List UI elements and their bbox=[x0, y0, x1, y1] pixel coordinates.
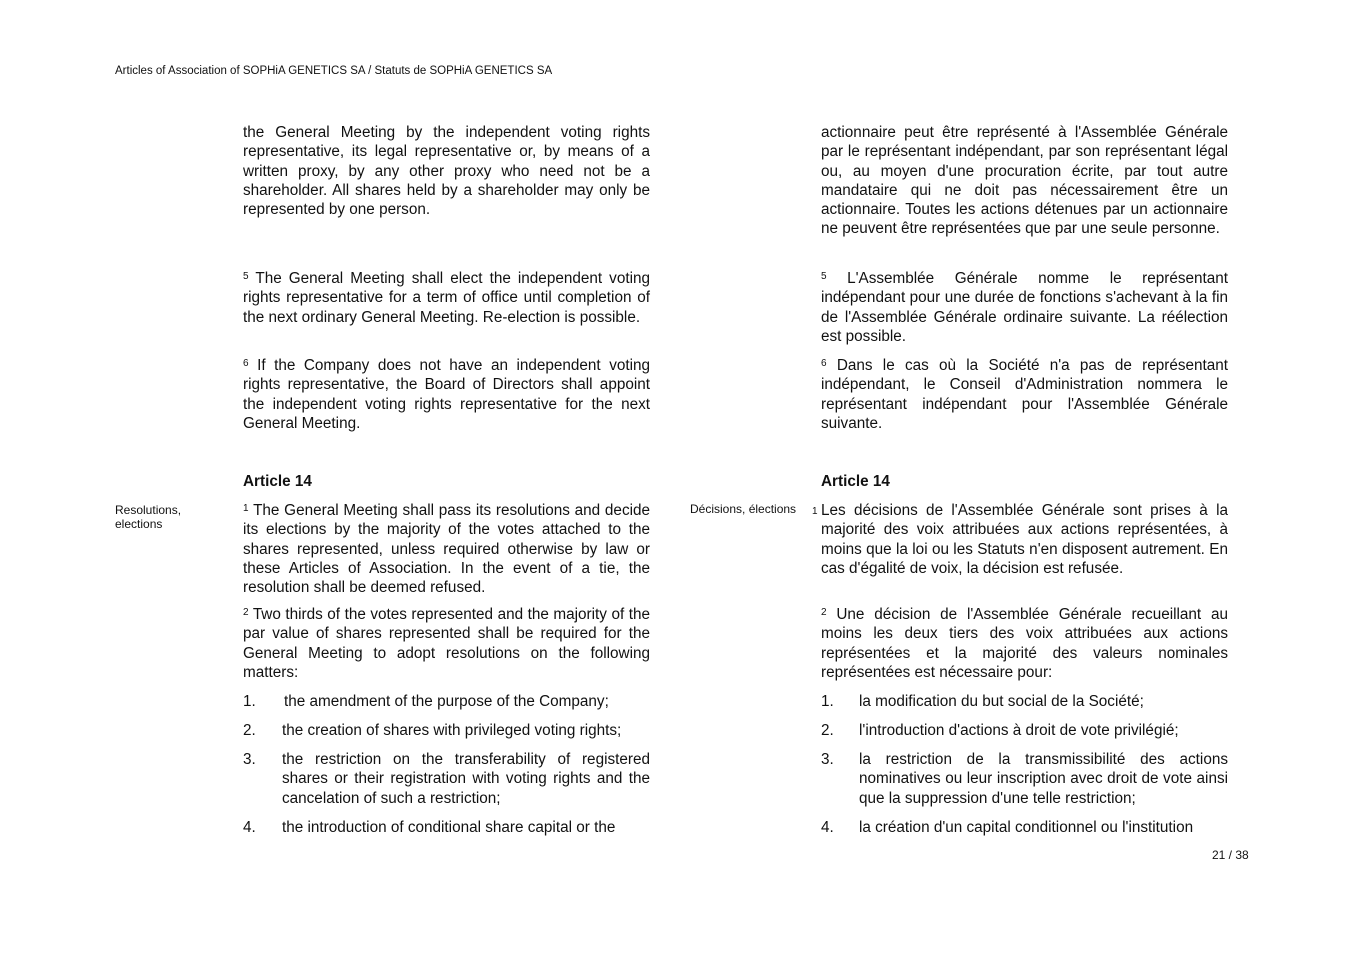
paragraph-text: The General Meeting shall elect the independent voting rights representative for a term of office until completion of the next ordinary General Meeting. Re-election is possible. bbox=[243, 270, 650, 326]
left-list-item bbox=[243, 692, 650, 711]
right-article-heading: Article 14 bbox=[821, 473, 890, 490]
paragraph-number: 1 bbox=[812, 506, 818, 517]
left-list-item bbox=[243, 721, 650, 740]
list-text: the introduction of conditional share capital or the bbox=[282, 819, 616, 836]
paragraph-number: 2 bbox=[821, 607, 827, 618]
list-text: l'introduction d'actions à droit de vote privilégié; bbox=[859, 722, 1179, 739]
right-continuation-paragraph: actionnaire peut être représenté à l'Assemblée Générale par le représentant indépendant, par son représentant légal ou, au moyen d'une procuration écrite, par tout autre mandataire qui ne doit pas nécessairement être un actionnaire. Toutes les actions détenues par un actionnaire ne peuvent être représentées que par une seule personne. bbox=[821, 124, 1228, 238]
list-number: 2. bbox=[243, 722, 256, 739]
right-paragraph-2 bbox=[821, 605, 1228, 682]
page-number: 21 / 38 bbox=[1212, 848, 1249, 862]
right-paragraph-6 bbox=[821, 356, 1228, 433]
right-paragraph-1 bbox=[812, 501, 1228, 578]
list-text: the amendment of the purpose of the Company; bbox=[284, 693, 609, 710]
side-label-line: Resolutions, bbox=[115, 503, 182, 517]
paragraph-number: 6 bbox=[243, 358, 249, 369]
list-number: 4. bbox=[821, 819, 834, 836]
paragraph-number: 2 bbox=[243, 607, 249, 618]
list-number: 3. bbox=[243, 751, 256, 768]
right-side-label: Décisions, élections bbox=[690, 502, 797, 516]
paragraph-number: 1 bbox=[243, 503, 249, 514]
right-list-item bbox=[821, 692, 1228, 711]
left-side-label bbox=[115, 503, 181, 531]
left-paragraph-5 bbox=[243, 269, 650, 327]
paragraph-text: Une décision de l'Assemblée Générale recueillant au moins les deux tiers des voix attribuées aux actions représentées et la majorité des valeurs nominales représentées est nécessaire pour: bbox=[821, 606, 1228, 681]
right-paragraph-5 bbox=[821, 269, 1228, 346]
left-article-heading: Article 14 bbox=[243, 473, 312, 490]
paragraph-text: Two thirds of the votes represented and the majority of the par value of shares represented shall be required for the General Meeting to adopt resolutions on the following matters: bbox=[243, 606, 650, 681]
list-number: 3. bbox=[821, 751, 834, 768]
list-text: the creation of shares with privileged voting rights; bbox=[282, 722, 622, 739]
left-continuation-paragraph: the General Meeting by the independent voting rights representative, its legal representative or, by means of a written proxy, by any other proxy who need not be a shareholder. All shares held by a shareholder may only be represented by one person. bbox=[243, 124, 650, 219]
paragraph-text: The General Meeting shall pass its resolutions and decide its elections by the majority of the votes attached to the shares represented, unless required otherwise by law or these Articles of Association. In the event of a tie, the resolution shall be deemed refused. bbox=[243, 502, 651, 597]
left-paragraph-6 bbox=[243, 356, 650, 433]
paragraph-text: If the Company does not have an independent voting rights representative, the Board of Directors shall appoint the independent voting rights representative for the next General Meeting. bbox=[243, 357, 651, 432]
paragraph-number: 5 bbox=[243, 271, 249, 282]
left-list-item bbox=[243, 750, 650, 808]
paragraph-number: 6 bbox=[821, 358, 827, 369]
list-text: la restriction de la transmissibilité des actions nominatives ou leur inscription avec droit de vote ainsi que la suppression d'une telle restriction; bbox=[859, 751, 1228, 807]
left-paragraph-1 bbox=[243, 501, 650, 597]
right-list-item bbox=[821, 818, 1228, 837]
document-header: Articles of Association of SOPHiA GENETICS SA / Statuts de SOPHiA GENETICS SA bbox=[115, 65, 553, 77]
list-text: la création d'un capital conditionnel ou l'institution bbox=[859, 819, 1194, 836]
right-list-item bbox=[821, 750, 1228, 808]
list-number: 2. bbox=[821, 722, 834, 739]
list-number: 4. bbox=[243, 819, 256, 836]
left-paragraph-2 bbox=[243, 605, 650, 682]
side-label-line: elections bbox=[115, 517, 163, 531]
paragraph-text: Les décisions de l'Assemblée Générale sont prises à la majorité des voix attribuées aux actions représentées, à moins que la loi ou les Statuts n'en disposent autrement. En cas d'égalité de voix, la décision est refusée. bbox=[821, 502, 1228, 577]
paragraph-text: Dans le cas où la Société n'a pas de représentant indépendant, le Conseil d'Administration nommera le représentant indépendant pour l'Assemblée Générale suivante. bbox=[821, 357, 1228, 432]
paragraph-text: L'Assemblée Générale nomme le représentant indépendant pour une durée de fonctions s'achevant à la fin de l'Assemblée Générale ordinaire suivante. La réélection est possible. bbox=[821, 270, 1229, 345]
left-list-item bbox=[243, 818, 650, 837]
list-text: la modification du but social de la Société; bbox=[859, 693, 1144, 710]
list-number: 1. bbox=[243, 693, 256, 710]
paragraph-number: 5 bbox=[821, 271, 827, 282]
right-list-item bbox=[821, 721, 1228, 740]
list-text: the restriction on the transferability of registered shares or their registration with voting rights and the cancelation of such a restriction; bbox=[282, 751, 650, 807]
list-number: 1. bbox=[821, 693, 834, 710]
